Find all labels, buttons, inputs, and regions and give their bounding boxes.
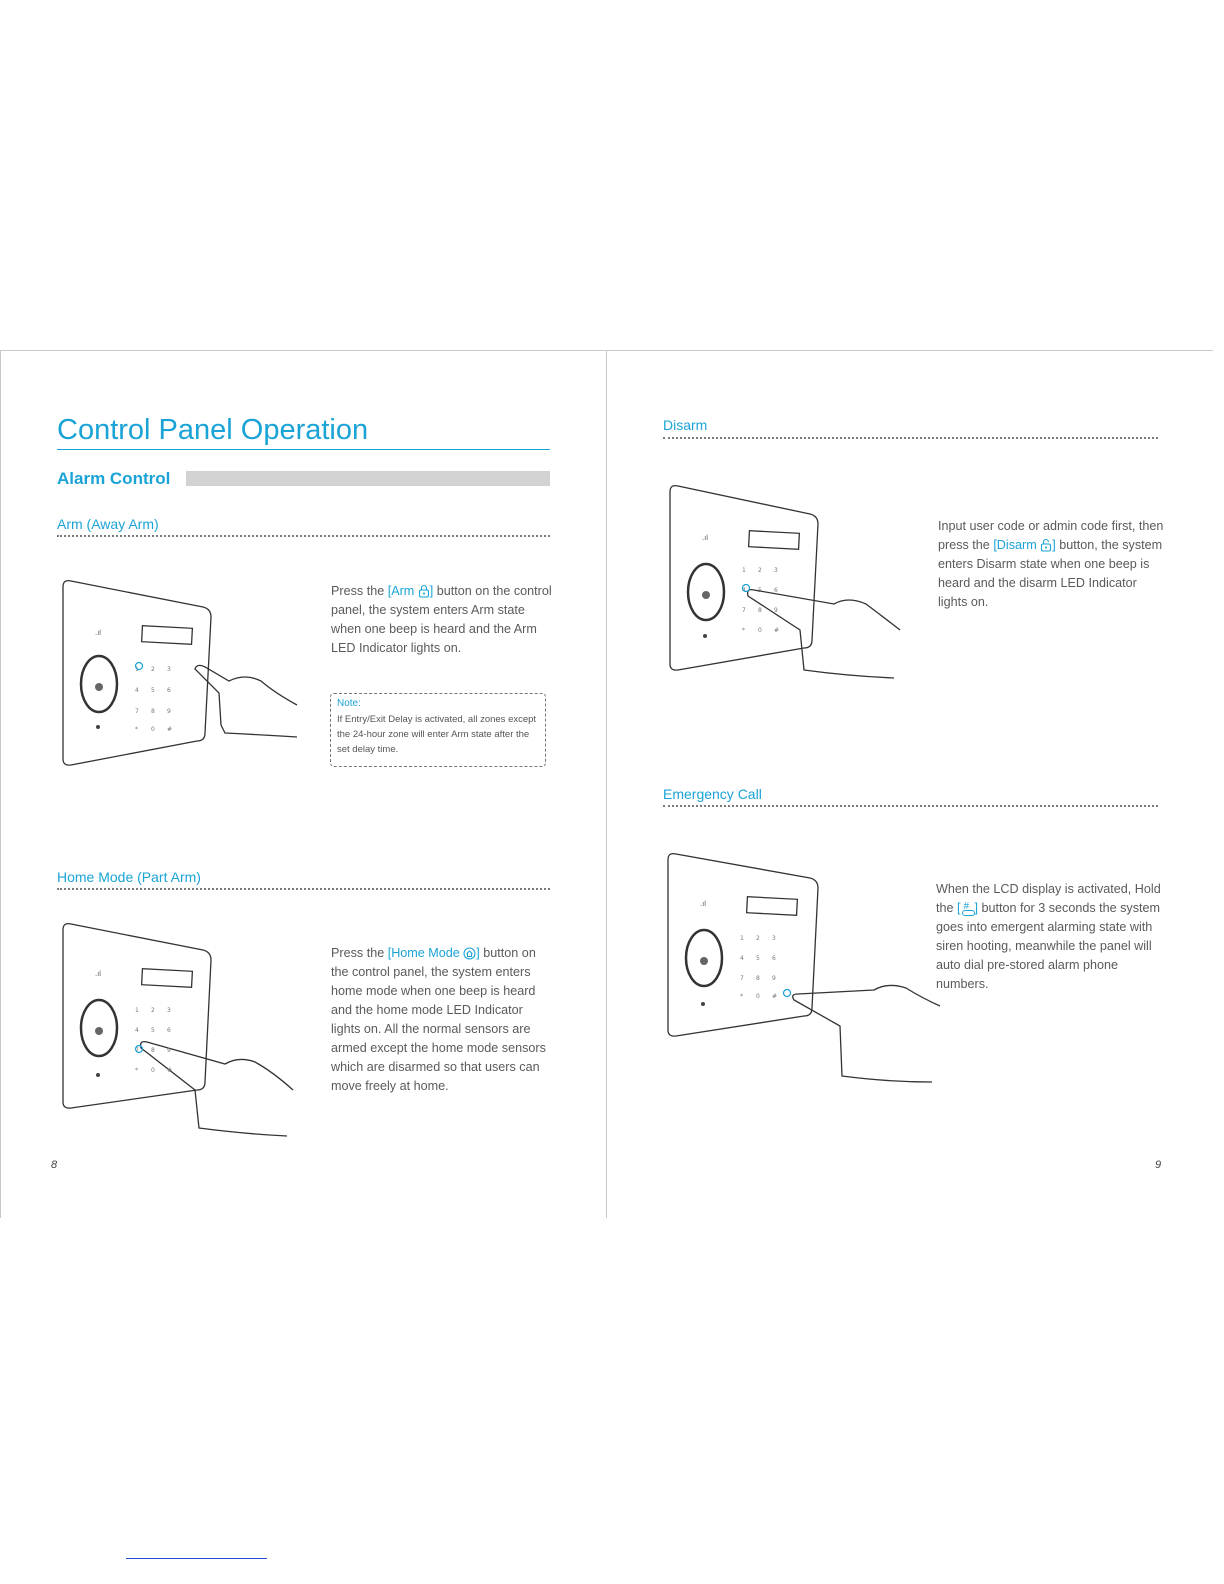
svg-text:3: 3 — [167, 1007, 171, 1014]
page-number-left: 8 — [51, 1159, 58, 1171]
svg-text:.ıl: .ıl — [702, 534, 709, 542]
svg-text:1: 1 — [742, 567, 746, 574]
svg-text:9: 9 — [167, 708, 171, 715]
svg-text:3: 3 — [774, 567, 778, 574]
spread-gutter — [606, 350, 607, 1218]
home-mode-button-label: [Home Mode ] — [387, 946, 480, 960]
svg-text:4: 4 — [135, 687, 139, 694]
emergency-dotted-rule — [663, 805, 1158, 807]
svg-text:3: 3 — [167, 666, 171, 673]
svg-text:5: 5 — [758, 587, 762, 594]
svg-text:4: 4 — [742, 587, 746, 594]
svg-text:#: # — [774, 627, 780, 634]
svg-text:*: * — [135, 726, 138, 733]
svg-text:9: 9 — [772, 975, 776, 982]
svg-text:0: 0 — [758, 627, 762, 634]
home-mode-panel-illustration — [55, 920, 305, 1145]
svg-text:0: 0 — [756, 993, 760, 1000]
section-subheading: Alarm Control — [57, 469, 171, 488]
svg-text:2: 2 — [756, 935, 760, 942]
svg-text:.ıl: .ıl — [95, 629, 102, 637]
home-mode-description — [331, 944, 553, 1096]
disarm-description — [938, 517, 1164, 612]
emergency-text-before: When the LCD display is activated, Hold the — [936, 882, 1161, 915]
svg-text:1: 1 — [135, 666, 139, 673]
home-mode-heading: Home Mode (Part Arm) — [57, 869, 201, 885]
bottom-underline — [126, 1558, 267, 1559]
svg-text:*: * — [740, 993, 743, 1000]
emergency-panel-illustration — [660, 848, 945, 1088]
arm-heading: Arm (Away Arm) — [57, 516, 159, 532]
svg-text:2: 2 — [151, 666, 155, 673]
svg-text:1: 1 — [135, 1007, 139, 1014]
disarm-dotted-rule — [663, 437, 1158, 439]
svg-text:#: # — [167, 726, 173, 733]
arm-button-label: [Arm ] — [387, 584, 434, 598]
arm-text-before: Press the — [331, 584, 388, 598]
svg-text:*: * — [742, 627, 745, 634]
svg-text:2: 2 — [151, 1007, 155, 1014]
svg-text:8: 8 — [151, 708, 155, 715]
svg-text:#: # — [772, 993, 778, 1000]
svg-text:8: 8 — [758, 607, 762, 614]
emergency-heading: Emergency Call — [663, 786, 762, 802]
disarm-text-after: button, the system enters Disarm state when one beep is heard and the disarm LED Indicator lights on. — [938, 538, 1163, 609]
svg-text:6: 6 — [167, 687, 171, 694]
padlock-icon — [418, 584, 430, 598]
arm-description — [331, 582, 553, 658]
note-text: If Entry/Exit Delay is activated, all zones except the 24-hour zone will enter Arm state after the set delay time. — [337, 714, 537, 755]
home-mode-text-after: button on the control panel, the system enters home mode when one beep is heard and the home mode LED Indicator lights on. All the normal sensors are armed except the home mode sensors which are disarmed so that users can move freely at home. — [331, 946, 546, 1093]
emergency-text-after: button for 3 seconds the system goes into emergent alarming state with siren hooting, meanwhile the panel will auto dial pre-stored alarm phone numbers. — [936, 901, 1161, 991]
svg-text:8: 8 — [151, 1047, 155, 1054]
svg-text:6: 6 — [774, 587, 778, 594]
svg-text:#: # — [167, 1067, 173, 1074]
open-padlock-icon — [1040, 538, 1052, 552]
svg-text:6: 6 — [167, 1027, 171, 1034]
note-label: Note: — [337, 698, 361, 709]
svg-text:4: 4 — [740, 955, 744, 962]
subheading-bar — [186, 471, 550, 486]
svg-text:0: 0 — [151, 726, 155, 733]
svg-text:7: 7 — [742, 607, 746, 614]
arm-panel-illustration — [55, 575, 305, 775]
emergency-button-label: [ # ] — [957, 901, 979, 915]
svg-text:7: 7 — [135, 708, 139, 715]
svg-text:0: 0 — [151, 1067, 155, 1074]
home-mode-text-before: Press the — [331, 946, 388, 960]
home-mode-icon — [463, 947, 476, 960]
disarm-heading: Disarm — [663, 417, 708, 433]
emergency-description — [936, 880, 1162, 994]
disarm-panel-illustration — [662, 480, 912, 685]
svg-text:8: 8 — [756, 975, 760, 982]
svg-text:2: 2 — [758, 567, 762, 574]
svg-text:.ıl: .ıl — [95, 970, 102, 978]
svg-text:6: 6 — [772, 955, 776, 962]
svg-text:9: 9 — [167, 1047, 171, 1054]
svg-text:3: 3 — [772, 935, 776, 942]
svg-text:5: 5 — [151, 1027, 155, 1034]
page-number-right: 9 — [1155, 1159, 1162, 1171]
svg-text:.ıl: .ıl — [700, 900, 707, 908]
page-title: Control Panel Operation — [57, 414, 369, 446]
title-underline — [57, 449, 550, 450]
arm-text-after: button on the control panel, the system enters Arm state when one beep is heard and the Arm LED Indicator lights on. — [331, 584, 552, 655]
disarm-text-before: Input user code or admin code first, then press the — [938, 519, 1164, 552]
svg-text:4: 4 — [135, 1027, 139, 1034]
svg-text:7: 7 — [135, 1047, 139, 1054]
disarm-button-label: [Disarm ] — [993, 538, 1056, 552]
svg-text:1: 1 — [740, 935, 744, 942]
spread-left-border — [0, 350, 1, 1218]
svg-text:9: 9 — [774, 607, 778, 614]
home-mode-dotted-rule — [57, 888, 550, 890]
svg-text:5: 5 — [756, 955, 760, 962]
svg-text:7: 7 — [740, 975, 744, 982]
svg-text:5: 5 — [151, 687, 155, 694]
hash-sos-icon: # — [961, 900, 975, 915]
svg-text:*: * — [135, 1067, 138, 1074]
arm-dotted-rule — [57, 535, 550, 537]
